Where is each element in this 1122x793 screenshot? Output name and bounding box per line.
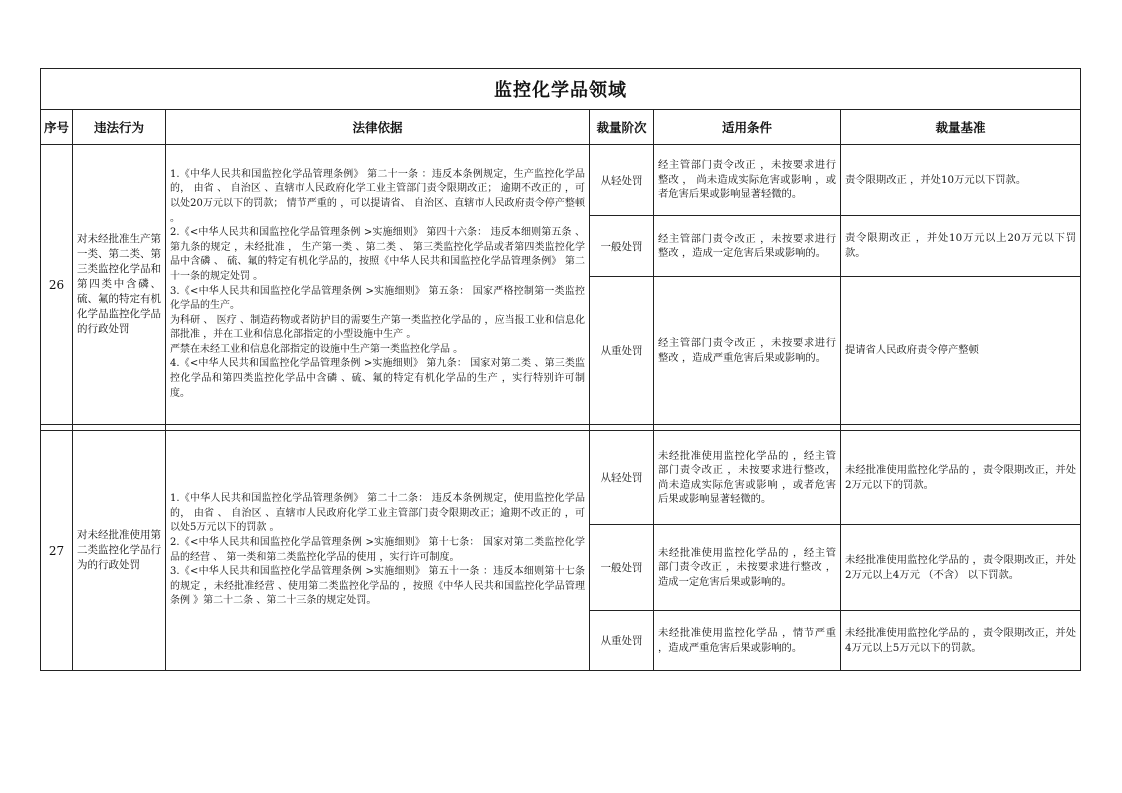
level-cell: 从重处罚 (590, 611, 654, 671)
legal-clause: 1.《中华人民共和国监控化学品管理条例》 第二十一条 ：违反本条例规定，生产监控化学品的， 由省 、 自治区 、直辖市人民政府化学工业主管部门责令限期改正； 逾期不改正的 ，可以处20万元以下的罚款； 情节严重的 ，可以提请省、 自治区、直辖市人民政府责令停产整顿 。 (170, 168, 585, 224)
table-row (41, 145, 1081, 216)
header-conditions: 适用条件 (654, 110, 841, 145)
row-number: 26 (41, 145, 73, 425)
legal-clause: 3.《<中华人民共和国监控化学品管理条例 >实施细则》 第五条： 国家严格控制第一类监控化学品的生产。 (170, 285, 585, 312)
header-legal-basis: 法律依据 (166, 110, 590, 145)
header-discretion-level: 裁量阶次 (590, 110, 654, 145)
standard-cell: 提请省人民政府责令停产整顿 (841, 277, 1081, 425)
legal-basis-text (166, 431, 590, 671)
condition-cell: 经主管部门责令改正 ，未按要求进行整改 ，造成严重危害后果或影响的。 (654, 277, 841, 425)
violation-text: 对未经批准生产第一类、第二类、第三类监控化学品和第四类中含磷、硫、氟的特定有机化学品监控化学品的行政处罚 (73, 145, 166, 425)
penalty-discretion-table (40, 68, 1081, 671)
legal-clause: 2.《<中华人民共和国监控化学品管理条例 >实施细则》 第十七条： 国家对第二类监控化学品的经营 、 第一类和第二类监控化学品的使用 ，实行许可制度。 (170, 536, 585, 563)
level-cell: 从轻处罚 (590, 431, 654, 525)
condition-cell: 未经批准使用监控化学品的 ，经主管部门责令改正 ，未按要求进行整改， 尚未造成实际危害或影响 ，或者危害后果或影响显著轻微的。 (654, 431, 841, 525)
penalty-table-sheet (40, 68, 1081, 671)
standard-cell: 未经批准使用监控化学品的 ，责令限期改正，并处4万元以上5万元以下的罚款。 (841, 611, 1081, 671)
level-cell: 一般处罚 (590, 525, 654, 611)
header-standard: 裁量基准 (841, 110, 1081, 145)
legal-clause: 4.《<中华人民共和国监控化学品管理条例 >实施细则》 第九条： 国家对第二类 、第三类监控化学品和第四类监控化学品中含磷 、硫、氟的特定有机化学品的生产 ，实行特别许可制度。 (170, 358, 585, 399)
condition-cell: 未经批准使用监控化学品 ，情节严重 ，造成严重危害后果或影响的。 (654, 611, 841, 671)
legal-clause: 3.《<中华人民共和国监控化学品管理条例 >实施细则》 第五十一条 ：违反本细则第十七条的规定 ，未经批准经营 、使用第二类监控化学品的 ，按照《中华人民共和国监控化学品管理条例 》第二十二条 、第二十三条的规定处罚。 (170, 566, 585, 607)
header-violation: 违法行为 (73, 110, 166, 145)
level-cell: 从轻处罚 (590, 145, 654, 216)
condition-cell: 未经批准使用监控化学品的 ，经主管部门责令改正 ，未按要求进行整改 ，造成一定危害后果或影响的。 (654, 525, 841, 611)
legal-clause: 为科研 、 医疗 、制造药物或者防护目的需要生产第一类监控化学品的 ，应当报工业和信息化部批准 ，并在工业和信息化部指定的小型设施中生产 。 (170, 314, 585, 341)
standard-cell: 责令限期改正 ，并处10万元以下罚款。 (841, 145, 1081, 216)
row-number: 27 (41, 431, 73, 671)
violation-text: 对未经批准使用第二类监控化学品行为的行政处罚 (73, 431, 166, 671)
standard-cell: 责令限期改正 ，并处10万元以上20万元以下罚款。 (841, 216, 1081, 277)
standard-cell: 未经批准使用监控化学品的 ，责令限期改正，并处2万元以下的罚款。 (841, 431, 1081, 525)
table-row (41, 431, 1081, 525)
standard-cell: 未经批准使用监控化学品的 ，责令限期改正，并处2万元以上4万元 （不含） 以下罚款。 (841, 525, 1081, 611)
legal-clause: 严禁在未经工业和信息化部指定的设施中生产第一类监控化学品 。 (170, 343, 464, 355)
legal-clause: 2.《<中华人民共和国监控化学品管理条例 >实施细则》 第四十六条： 违反本细则第五条 、第九条的规定 ，未经批准 ， 生产第一类 、第二类 、 第三类监控化学品或者第四类监控化学品中含磷 、 硫、氟的特定有机化学品的，按照《中华人民共和国监控化学品管理条例》 第二十一条的规定处罚 。 (170, 227, 585, 282)
header-row (41, 110, 1081, 145)
header-seq: 序号 (41, 110, 73, 145)
legal-basis-text (166, 145, 590, 425)
level-cell: 一般处罚 (590, 216, 654, 277)
condition-cell: 经主管部门责令改正 ，未按要求进行整改 ，造成一定危害后果或影响的。 (654, 216, 841, 277)
condition-cell: 经主管部门责令改正 ，未按要求进行整改 ， 尚未造成实际危害或影响 ，或者危害后果或影响显著轻微的。 (654, 145, 841, 216)
legal-clause: 1.《中华人民共和国监控化学品管理条例》 第二十二条： 违反本条例规定，使用监控化学品的， 由省 、 自治区 、直辖市人民政府化学工业主管部门责令限期改正；逾期不改正的 ，可以处5万元以下的罚款 。 (170, 493, 585, 534)
level-cell: 从重处罚 (590, 277, 654, 425)
table-title: 监控化学品领域 (41, 69, 1081, 110)
